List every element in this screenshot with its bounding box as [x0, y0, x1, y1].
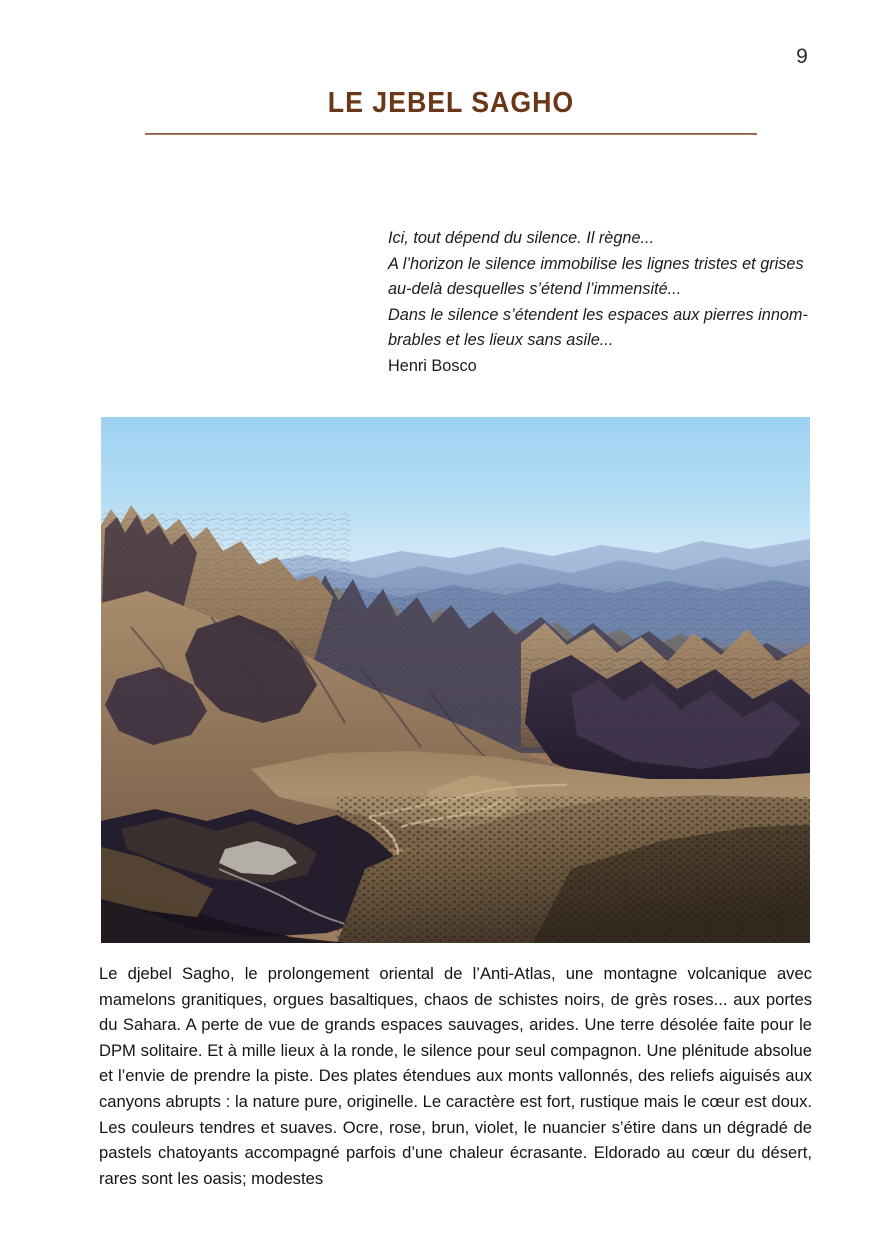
body-paragraph: Le djebel Sagho, le prolongement oriental de l’Anti-Atlas, une montagne volcanique avec mamelons granitiques, orgues basaltiques, chaos de schistes noirs, de grès roses... aux portes du Sahara. A perte de vue de grands espaces sauvages, arides. Une terre désolée faite pour le DPM solitaire. Et à mille lieux à la ronde, le silence pour seul compagnon. Une plénitude absolue et l’envie de prendre la piste. Des plates étendues aux monts vallonnés, des reliefs aiguisés aux canyons abrupts : la nature pure, originelle. Le caractère est fort, rustique mais le cœur est doux. Les couleurs tendres et suaves. Ocre, rose, brun, violet, le nuancier s’étire dans un dégradé de pastels chatoyants accompagné parfois d’une chaleur écrasante. Eldorado au cœur du désert, rares sont les oasis; modestes [99, 964, 812, 1188]
epigraph-attribution: Henri Bosco [388, 356, 477, 375]
page-title: LE JEBEL SAGHO [327, 87, 575, 119]
epigraph-line-4: Dans le silence s’étendent les espaces aux pierres innom- [388, 305, 808, 324]
photograph-illustration [101, 417, 810, 943]
page-number: 9 [796, 45, 808, 68]
epigraph-line-5: brables et les lieux sans asile... [388, 331, 614, 349]
chapter-photograph [101, 417, 810, 943]
epigraph-block [388, 226, 818, 379]
epigraph-line-2: A l’horizon le silence immobilise les lignes tristes et grises [388, 254, 804, 273]
chapter-header [145, 88, 757, 135]
body-text [99, 961, 812, 1191]
epigraph-line-3: au-delà desquelles s’étend l’immensité... [388, 280, 682, 298]
title-divider [145, 133, 757, 135]
epigraph-line-1: Ici, tout dépend du silence. Il règne... [388, 229, 655, 247]
